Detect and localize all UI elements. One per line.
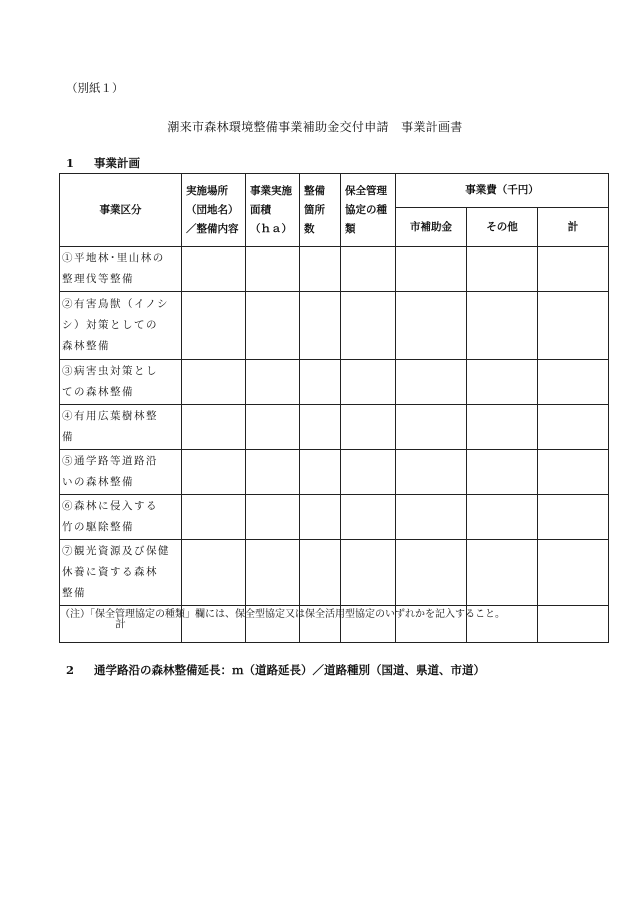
cell-location[interactable] <box>182 450 246 495</box>
header-count-line: 箇所 <box>304 203 325 216</box>
cell-city-subsidy[interactable] <box>396 450 467 495</box>
header-count <box>300 174 341 247</box>
row-category <box>60 292 182 360</box>
table-row <box>60 540 609 606</box>
header-agreement-line: 類 <box>345 222 356 235</box>
cell-count[interactable] <box>300 360 341 405</box>
section-1-heading <box>66 155 140 171</box>
cell-count[interactable] <box>300 292 341 360</box>
category-line: ての森林整備 <box>62 386 134 398</box>
cell-total[interactable] <box>538 292 609 360</box>
cell-total[interactable] <box>538 606 609 643</box>
table-row <box>60 360 609 405</box>
cell-location[interactable] <box>182 495 246 540</box>
cell-location[interactable] <box>182 292 246 360</box>
cell-city-subsidy[interactable] <box>396 495 467 540</box>
cell-location[interactable] <box>182 247 246 292</box>
cell-total[interactable] <box>538 405 609 450</box>
cell-agreement[interactable] <box>341 540 396 606</box>
cell-area[interactable] <box>246 540 300 606</box>
table-row <box>60 292 609 360</box>
row-category <box>60 495 182 540</box>
category-line: 整備 <box>62 587 86 599</box>
header-city-subsidy: 市補助金 <box>396 208 467 247</box>
cell-count[interactable] <box>300 247 341 292</box>
category-line: いの森林整備 <box>62 476 134 488</box>
cell-other[interactable] <box>467 540 538 606</box>
cell-other[interactable] <box>467 247 538 292</box>
header-count-line: 整備 <box>304 184 325 197</box>
category-line: ②有害鳥獣（イノシ <box>62 298 169 310</box>
cell-total[interactable] <box>538 495 609 540</box>
cell-other[interactable] <box>467 405 538 450</box>
header-agreement <box>341 174 396 247</box>
header-area-line: 面積 <box>250 203 271 216</box>
cell-total[interactable] <box>538 540 609 606</box>
header-count-line: 数 <box>304 222 315 235</box>
header-cost: 事業費（千円） <box>396 174 609 208</box>
cell-area[interactable] <box>246 405 300 450</box>
cell-city-subsidy[interactable] <box>396 247 467 292</box>
header-category: 事業区分 <box>60 174 182 247</box>
header-location-line: ／整備内容 <box>186 222 239 235</box>
row-category <box>60 405 182 450</box>
section-2-title: 通学路沿の森林整備延長：ｍ（道路延長）／道路種別（国道、県道、市道） <box>94 663 486 677</box>
row-category <box>60 450 182 495</box>
cell-area[interactable] <box>246 360 300 405</box>
table-row <box>60 495 609 540</box>
table-row <box>60 450 609 495</box>
cell-agreement[interactable] <box>341 405 396 450</box>
cell-area[interactable] <box>246 247 300 292</box>
section-2-number: 2 <box>66 663 75 677</box>
row-category <box>60 360 182 405</box>
cell-city-subsidy[interactable] <box>396 360 467 405</box>
header-location-line: 実施場所 <box>186 184 228 197</box>
category-line: シ）対策としての <box>62 319 158 331</box>
header-agreement-line: 協定の種 <box>345 203 387 216</box>
cell-area[interactable] <box>246 495 300 540</box>
cell-city-subsidy[interactable] <box>396 405 467 450</box>
table-row <box>60 405 609 450</box>
header-total: 計 <box>538 208 609 247</box>
cell-city-subsidy[interactable] <box>396 292 467 360</box>
cell-total[interactable] <box>538 360 609 405</box>
cell-city-subsidy[interactable] <box>396 540 467 606</box>
document-title: 潮来市森林環境整備事業補助金交付申請 事業計画書 <box>167 120 463 134</box>
header-area-line: （ｈａ） <box>250 222 292 235</box>
row-category <box>60 247 182 292</box>
category-line: ③病害虫対策とし <box>62 365 158 377</box>
section-1-number: 1 <box>66 156 75 170</box>
row-category <box>60 540 182 606</box>
attachment-label: （別紙１） <box>66 81 124 95</box>
cell-location[interactable] <box>182 540 246 606</box>
header-area <box>246 174 300 247</box>
total-label: 計 <box>60 606 182 643</box>
cell-other[interactable] <box>467 360 538 405</box>
cell-other[interactable] <box>467 450 538 495</box>
header-agreement-line: 保全管理 <box>345 184 387 197</box>
cell-count[interactable] <box>300 495 341 540</box>
cell-count[interactable] <box>300 405 341 450</box>
cell-agreement[interactable] <box>341 292 396 360</box>
section-2-heading <box>66 662 485 678</box>
category-line: ①平地林･里山林の <box>62 252 165 264</box>
business-plan-table <box>59 173 609 643</box>
table-row <box>60 247 609 292</box>
cell-area[interactable] <box>246 450 300 495</box>
cell-total[interactable] <box>538 247 609 292</box>
category-line: 整理伐等整備 <box>62 273 134 285</box>
cell-agreement[interactable] <box>341 247 396 292</box>
cell-other[interactable] <box>467 495 538 540</box>
table-note: （注）「保全管理協定の種類」欄には、保全型協定又は保全活用型協定のいずれかを記入すること。 <box>60 609 505 620</box>
cell-total[interactable] <box>538 450 609 495</box>
header-area-line: 事業実施 <box>250 184 292 197</box>
cell-count[interactable] <box>300 540 341 606</box>
cell-count[interactable] <box>300 450 341 495</box>
category-line: ④有用広葉樹林整 <box>62 410 158 422</box>
category-line: 休養に資する森林 <box>62 566 158 578</box>
category-line: ⑤通学路等道路沿 <box>62 455 158 467</box>
category-line: ⑦観光資源及び保健 <box>62 545 170 557</box>
category-line: 備 <box>62 431 74 443</box>
cell-area[interactable] <box>246 292 300 360</box>
cell-agreement[interactable] <box>341 495 396 540</box>
category-line: ⑥森林に侵入する <box>62 500 158 512</box>
cell-location[interactable] <box>182 360 246 405</box>
category-line: 竹の駆除整備 <box>62 521 134 533</box>
section-1-title: 事業計画 <box>94 156 141 170</box>
cell-agreement[interactable] <box>341 450 396 495</box>
header-other: その他 <box>467 208 538 247</box>
cell-other[interactable] <box>467 292 538 360</box>
header-location-line: （団地名） <box>186 203 239 216</box>
cell-agreement[interactable] <box>341 360 396 405</box>
cell-location[interactable] <box>182 405 246 450</box>
category-line: 森林整備 <box>62 340 110 352</box>
header-location <box>182 174 246 247</box>
